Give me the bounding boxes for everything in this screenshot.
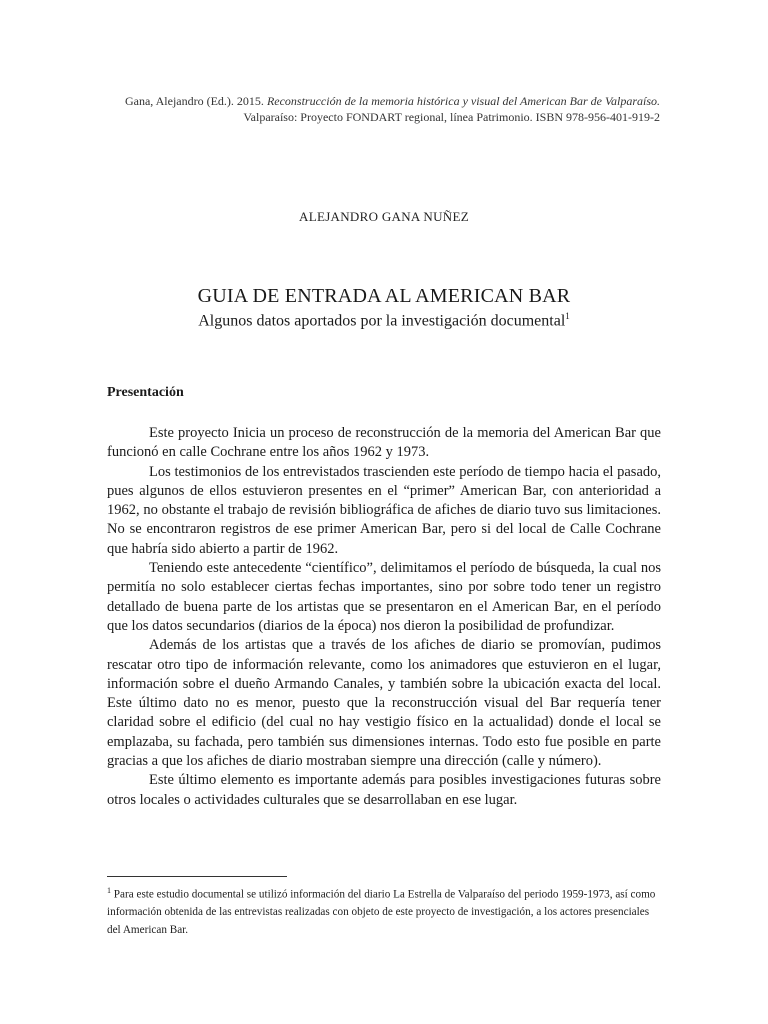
footnote <box>107 882 661 939</box>
footnote-text: Para este estudio documental se utilizó información del diario La Estrella de Valparaíso del periodo 1959-1973, así como información obtenida de las entrevistas realizadas con objeto de este proyecto de investigación, a los actores presenciales del American Bar. <box>107 888 656 936</box>
subtitle-footnote-marker: 1 <box>565 311 570 321</box>
document-subtitle <box>0 311 768 330</box>
paragraph-4: Además de los artistas que a través de los afiches de diario se promovían, pudimos rescatar otro tipo de información relevante, como los animadores que estuvieron en el lugar, información sobre el dueño Armando Canales, y también sobre la ubicación exacta del local. Este último dato no es menor, puesto que la reconstrucción visual del Bar requería tener claridad sobre el edificio (del cual no hay vestigio físico en la actualidad) donde el local se emplazaba, su fachada, pero también sus dimensiones internas. Todo esto fue posible en parte gracias a que los afiches de diario mostraban siempre una dirección (calle y número). <box>107 637 661 770</box>
paragraph-1: Este proyecto Inicia un proceso de reconstrucción de la memoria del American Bar que funcionó en calle Cochrane entre los años 1962 y 1973. <box>107 425 661 461</box>
paragraph-3: Teniendo este antecedente “científico”, delimitamos el período de búsqueda, la cual nos permitía no solo establecer ciertas fechas importantes, sino por sobre todo tener un registro detallado de buena parte de los artistas que se presentaron en el American Bar, en el período que los datos secundarios (diarios de la época) nos dieron la posibilidad de profundizar. <box>107 560 661 634</box>
citation-line-1 <box>100 93 660 109</box>
footnote-divider <box>107 876 287 877</box>
body-text <box>107 424 661 810</box>
author-name: ALEJANDRO GANA NUÑEZ <box>299 209 469 224</box>
section-heading: Presentación <box>107 385 184 400</box>
paragraph-5: Este último elemento es importante además para posibles investigaciones futuras sobre otros locales o actividades culturales que se desarrollaban en ese lugar. <box>107 772 661 808</box>
citation <box>100 93 660 125</box>
citation-authors: Gana, Alejandro (Ed.). 2015. <box>124 94 267 108</box>
citation-line-2: Valparaíso: Proyecto FONDART regional, línea Patrimonio. ISBN 978-956-401-919-2 <box>243 110 660 124</box>
footnote-marker: 1 <box>107 886 111 895</box>
citation-work-title: Reconstrucción de la memoria histórica y visual del American Bar de Valparaíso. <box>266 94 660 108</box>
subtitle-text: Algunos datos aportados por la investigación documental <box>198 312 566 330</box>
document-title: GUIA DE ENTRADA AL AMERICAN BAR <box>197 285 571 307</box>
paragraph-2: Los testimonios de los entrevistados trascienden este período de tiempo hacia el pasado, pues algunos de ellos estuvieron presentes en el “primer” American Bar, con anterioridad a 1962, no obstante el trabajo de revisión bibliográfica de afiches de diario tuvo sus limitaciones. No se encontraron registros de ese primer American Bar, pero si del local de Calle Cochrane que habría sido abierto a partir de 1962. <box>107 463 661 557</box>
